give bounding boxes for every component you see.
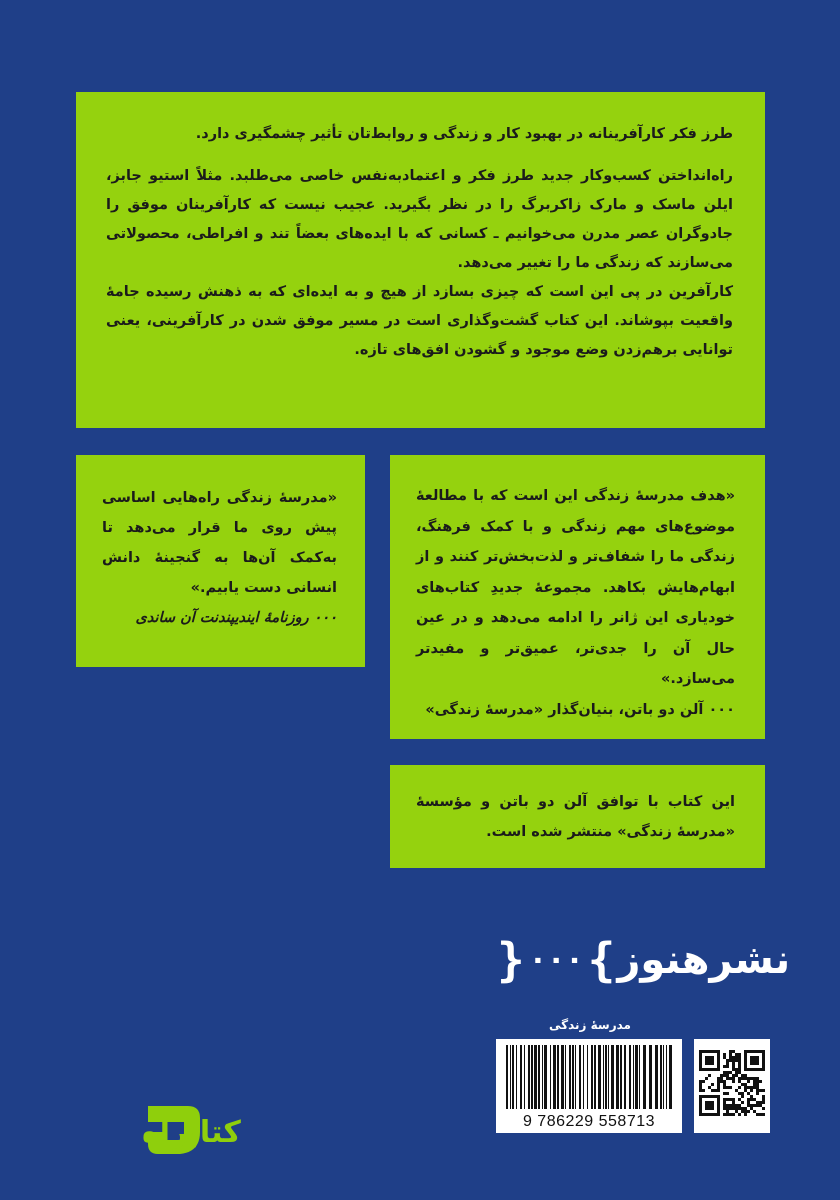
qr-code-icon xyxy=(694,1039,770,1133)
newspaper-quote-text: «مدرسهٔ زندگی راه‌هایی اساسی پیش روی ما قرار می‌دهد تا به‌کمک آن‌ها به گنجینهٔ دانش انسانی دست یابیم.» xyxy=(102,490,337,596)
publisher-name: نشرهنوز xyxy=(617,937,791,983)
intro-paragraph-3: کارآفرین در پی این است که چیزی بسازد از هیچ و به ایده‌ای که به ذهنش رسیده جامهٔ واقعیت بپوشاند. این کتاب گشت‌وگذاری است در مسیر موفق شدن در کارآفرینی، یعنی توانایی برهم‌زدن وضع موجود و گشودن افق‌های تازه. xyxy=(106,284,733,358)
intro-text-box xyxy=(76,92,765,428)
newspaper-quote-box xyxy=(76,455,365,667)
barcode-label: مدرسهٔ زندگی xyxy=(549,1018,631,1032)
intro-paragraph-2: راه‌انداختن کسب‌وکار جدید طرز فکر و اعتماد‌به‌نفس خاصی می‌طلبد. مثلاً استیو جابز، ایلن ماسک و مارک زاکربرگ را در نظر بگیرید. عجیب نیست که کارآفرینان موفق را جادوگران عصر مدرن می‌خوانیم ـ کسانی که با ایده‌های بعضاً تند و افراطی، محصولاتی می‌سازند که زندگی ما را تغییر می‌دهد. xyxy=(106,168,733,271)
publisher-brace-right: { xyxy=(497,933,525,987)
license-note-text: این کتاب با توافق آلن دو باتن و مؤسسهٔ «مدرسهٔ زندگی» منتشر شده است. xyxy=(416,794,735,840)
barcode-number: 9 786229 558713 xyxy=(522,1113,656,1130)
publisher-logo xyxy=(495,926,791,994)
founder-quote-box xyxy=(390,455,765,739)
publisher-dots: ۰۰۰ xyxy=(528,942,584,977)
ketabrah-wordmark: کتابراه xyxy=(142,1115,241,1150)
founder-quote-attribution: ۰۰۰ آلن دو باتن، بنیان‌گذار «مدرسهٔ زندگی» xyxy=(425,701,735,718)
ketabrah-logo xyxy=(30,1096,241,1160)
isbn-barcode xyxy=(496,1039,682,1133)
publisher-brace-left: } xyxy=(587,933,616,987)
intro-paragraph-1: طرز فکر کارآفرینانه در بهبود کار و زندگی و روابط‌تان تأثیر چشمگیری دارد. xyxy=(195,126,733,142)
barcode-bars-icon xyxy=(496,1039,682,1113)
license-note-box xyxy=(390,765,765,868)
newspaper-quote-attribution: ۰۰۰ روزنامهٔ ایندیپندنت آن ساندی xyxy=(135,610,337,626)
founder-quote-text: «هدف مدرسهٔ زندگی این است که با مطالعهٔ موضوع‌های مهم زندگی و با کمک فرهنگ، زندگی ما را شفاف‌تر و لذت‌بخش‌تر کنند و از ابهام‌هایش بکاهد. مجموعهٔ جدیدِ کتاب‌های خودیاری این ژانر را ادامه می‌دهد و در عین حال آن را جدی‌تر، عمیق‌تر و مفیدتر می‌سازد.» xyxy=(416,488,735,687)
